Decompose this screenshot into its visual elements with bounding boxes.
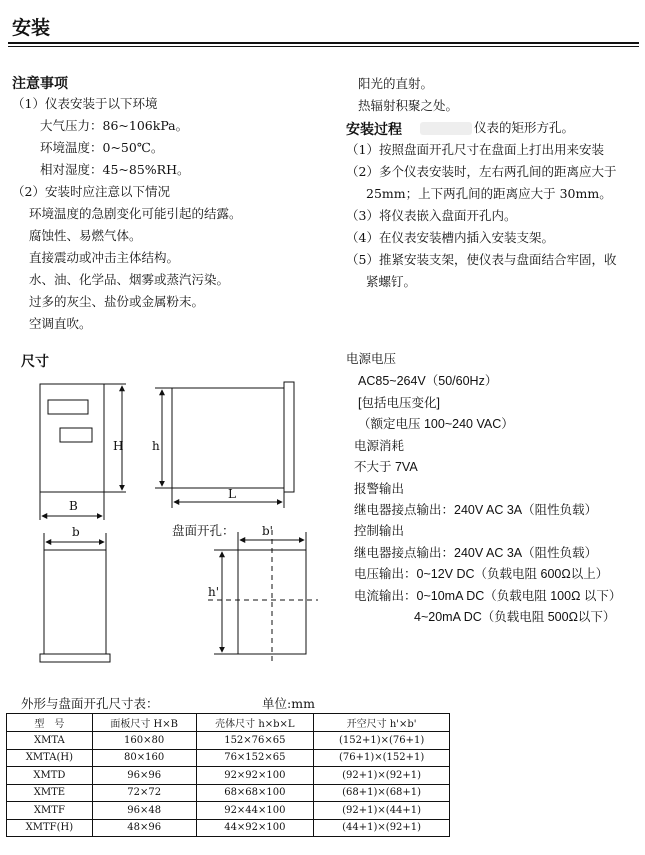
notes-item1: （1）仪表安装于以下环境	[12, 96, 158, 111]
spec-line: AC85~264V（50/60Hz）	[358, 374, 498, 388]
notes-item2: （2）安装时应注意以下情况	[12, 184, 170, 199]
table-caption: 外形与盘面开孔尺寸表：	[21, 696, 159, 711]
label-B: B	[69, 499, 78, 513]
process-step: （4）在仪表安装槽内插入安装支架。	[346, 230, 554, 245]
cell: 96×48	[92, 802, 196, 820]
cell: 48×96	[92, 819, 196, 837]
display-window-lower	[60, 428, 92, 442]
process-step: 25mm；上下两孔间的距离应大于 30mm。	[366, 186, 612, 201]
dimension-drawings	[0, 370, 340, 670]
spec-line: 电流输出：0~10mA DC（负载电阻 100Ω 以下）	[354, 589, 622, 603]
side-view-bezel	[284, 382, 294, 492]
notes-heading: 注意事项	[12, 76, 68, 92]
spec-line: 4~20mA DC（负载电阻 500Ω以下）	[414, 610, 616, 624]
cell: (44+1)×(92+1)	[314, 819, 450, 837]
caution-line: 空调直吹。	[29, 316, 92, 331]
dimensions-heading: 尺寸	[21, 354, 49, 370]
cell: 160×80	[92, 732, 196, 750]
env-line: 环境温度：0~50℃。	[40, 140, 164, 155]
obscured-text	[420, 122, 472, 135]
caution-line: 阳光的直射。	[358, 76, 434, 91]
spec-line: 报警输出	[354, 482, 405, 496]
cell: XMTF(H)	[7, 819, 93, 837]
cell: 68×68×100	[196, 784, 314, 802]
spec-line: 控制输出	[354, 524, 405, 538]
process-step: （3）将仪表嵌入盘面开孔内。	[346, 208, 517, 223]
col-cutout-size: 开空尺寸 h'×b'	[314, 714, 450, 732]
display-window-upper	[48, 400, 88, 414]
spec-line: （额定电压 100~240 VAC）	[358, 417, 514, 431]
env-line: 相对湿度：45~85%RH。	[40, 162, 190, 177]
cell: (92+1)×(92+1)	[314, 767, 450, 785]
spec-line: 电压输出：0~12V DC（负载电阻 600Ω以上）	[354, 567, 609, 581]
env-line: 大气压力：86~106kPa。	[40, 118, 189, 133]
table-row	[7, 802, 450, 820]
rear-view-bezel	[40, 654, 110, 662]
cell: 92×44×100	[196, 802, 314, 820]
col-model: 型 号	[7, 714, 93, 732]
cell: 80×160	[92, 749, 196, 767]
dimension-table	[6, 713, 450, 837]
label-panel-cutout: 盘面开孔：	[172, 523, 235, 538]
table-row	[7, 819, 450, 837]
table-row	[7, 732, 450, 750]
col-case-size: 壳体尺寸 h×b×L	[196, 714, 314, 732]
cell: XMTE	[7, 784, 93, 802]
cell: 44×92×100	[196, 819, 314, 837]
table-row	[7, 749, 450, 767]
process-step: （1）按照盘面开孔尺寸在盘面上打出用来安装	[346, 142, 604, 157]
process-step: 紧螺钉。	[366, 274, 417, 289]
cell: XMTD	[7, 767, 93, 785]
label-h: h	[152, 439, 160, 453]
process-step: （2）多个仪表安装时，左右两孔间的距离应大于	[346, 164, 617, 179]
spec-line: 电源电压	[346, 351, 397, 366]
cell: 96×96	[92, 767, 196, 785]
label-L: L	[228, 487, 236, 501]
cell: 76×152×65	[196, 749, 314, 767]
table-row	[7, 784, 450, 802]
process-step: （5）推紧安装支架，使仪表与盘面结合牢固，收	[346, 252, 617, 267]
cell: 72×72	[92, 784, 196, 802]
caution-line: 腐蚀性、易燃气体。	[29, 228, 142, 243]
spec-line: 电源消耗	[354, 439, 405, 453]
cell: XMTA(H)	[7, 749, 93, 767]
spec-line: 继电器接点输出：240V AC 3A（阻性负载）	[354, 546, 598, 560]
table-row	[7, 767, 450, 785]
label-H: H	[113, 439, 124, 453]
cell: (68+1)×(68+1)	[314, 784, 450, 802]
label-h-prime: h'	[208, 585, 220, 599]
page-title: 安装	[12, 17, 51, 39]
cell: (92+1)×(44+1)	[314, 802, 450, 820]
side-view-body	[172, 388, 284, 488]
label-b: b	[72, 525, 80, 539]
caution-line: 直接震动或冲击主体结构。	[29, 250, 180, 265]
caution-line: 水、油、化学品、烟雾或蒸汽污染。	[29, 272, 230, 287]
table-header-row	[7, 714, 450, 732]
spec-line: [包括电压变化]	[358, 396, 440, 410]
cell: (76+1)×(152+1)	[314, 749, 450, 767]
spec-line: 不大于 7VA	[354, 460, 418, 474]
header-rule-thin	[8, 46, 639, 47]
caution-line: 过多的灰尘、盐份或金属粉末。	[29, 294, 205, 309]
table-unit: 单位:mm	[262, 696, 315, 711]
cell: 92×92×100	[196, 767, 314, 785]
rear-view-body	[44, 550, 106, 654]
caution-line: 环境温度的急剧变化可能引起的结露。	[29, 206, 242, 221]
cell: (152+1)×(76+1)	[314, 732, 450, 750]
label-b-prime: b'	[262, 524, 273, 538]
cell: 152×76×65	[196, 732, 314, 750]
process-heading-tail: 仪表的矩形方孔。	[474, 120, 575, 135]
cell: XMTA	[7, 732, 93, 750]
process-heading: 安装过程	[346, 122, 402, 138]
cell: XMTF	[7, 802, 93, 820]
header-rule-thick	[8, 42, 639, 44]
spec-line: 继电器接点输出：240V AC 3A（阻性负载）	[354, 503, 598, 517]
caution-line: 热辐射积聚之处。	[358, 98, 459, 113]
col-panel-size: 面板尺寸 H×B	[92, 714, 196, 732]
